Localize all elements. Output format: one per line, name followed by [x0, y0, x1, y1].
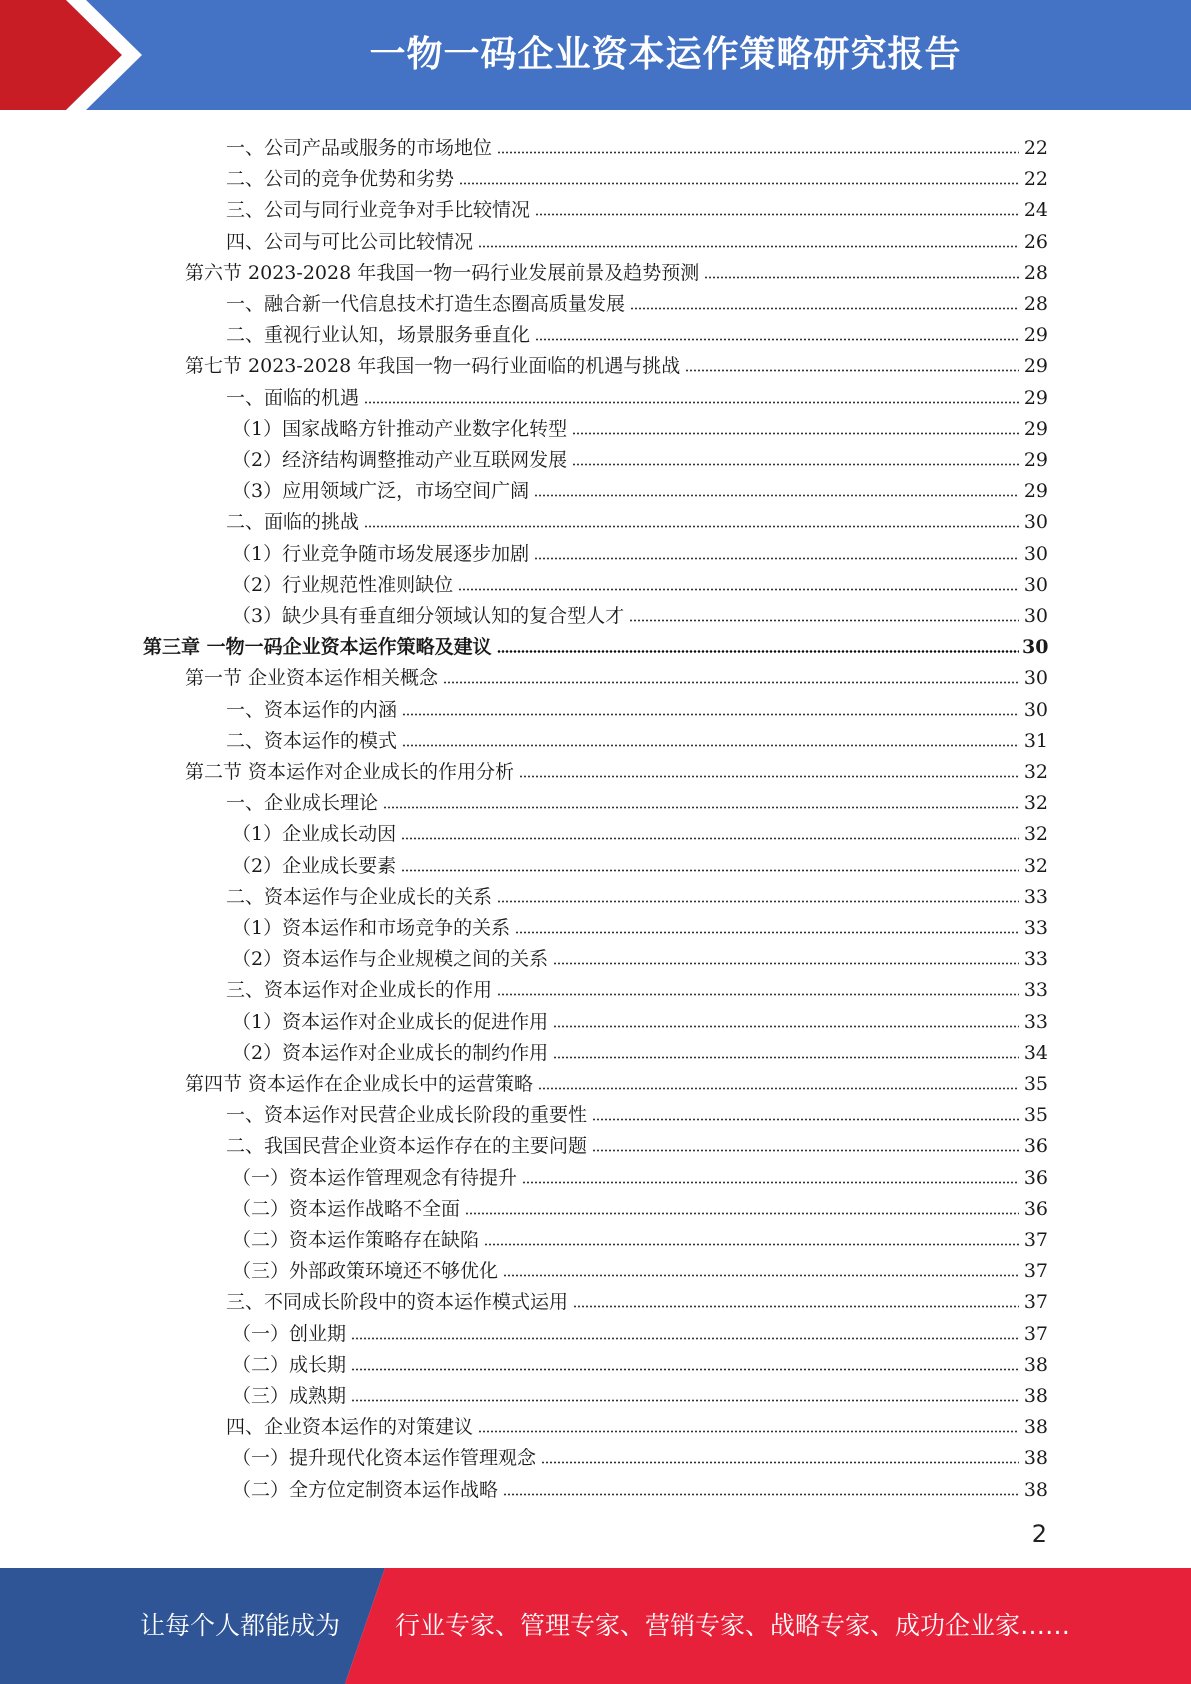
page-number: 2 — [1031, 1520, 1047, 1548]
toc-entry-page: 28 — [1023, 293, 1048, 315]
toc-entry[interactable] — [232, 565, 1048, 596]
toc-entry-label: 二、面临的挑战 — [226, 511, 360, 534]
toc-entry-page: 33 — [1023, 948, 1048, 971]
toc-entry-page: 32 — [1023, 761, 1048, 783]
toc-dot-leader — [704, 276, 1019, 279]
toc-entry[interactable] — [232, 471, 1048, 502]
toc-entry[interactable] — [226, 315, 1048, 346]
toc-entry-label: 四、企业资本运作的对策建议 — [226, 1416, 474, 1439]
toc-entry-label: 第三章 一物一码企业资本运作策略及建议 — [143, 636, 492, 659]
toc-entry-page: 33 — [1023, 885, 1048, 908]
toc-dot-leader — [538, 1087, 1019, 1090]
toc-entry-page: 37 — [1023, 1260, 1048, 1283]
toc-entry-page: 37 — [1023, 1229, 1048, 1251]
toc-dot-leader — [629, 619, 1019, 622]
toc-entry-label: （3）应用领域广泛，市场空间广阔 — [232, 480, 530, 503]
toc-dot-leader — [573, 1305, 1019, 1308]
toc-entry[interactable] — [232, 534, 1048, 565]
toc-entry-page: 38 — [1023, 1353, 1048, 1376]
toc-dot-leader — [458, 588, 1019, 591]
toc-entry[interactable] — [226, 1126, 1048, 1157]
toc-dot-leader — [401, 837, 1019, 840]
toc-entry-page: 36 — [1023, 1135, 1048, 1158]
toc-entry-page: 29 — [1023, 355, 1048, 378]
toc-dot-leader — [351, 1399, 1019, 1402]
toc-entry[interactable] — [226, 970, 1048, 1001]
toc-entry[interactable] — [226, 159, 1048, 190]
toc-entry-label: （二）成长期 — [232, 1353, 347, 1376]
toc-dot-leader — [515, 931, 1019, 934]
toc-entry-label: 一、资本运作的内涵 — [226, 698, 398, 721]
toc-entry-page: 22 — [1023, 137, 1048, 159]
toc-dot-leader — [572, 463, 1019, 466]
toc-entry[interactable] — [232, 1438, 1048, 1469]
toc-entry[interactable] — [232, 908, 1048, 939]
toc-entry[interactable] — [232, 1220, 1048, 1251]
toc-entry-page: 33 — [1023, 1010, 1048, 1033]
toc-dot-leader — [553, 1056, 1019, 1059]
toc-entry[interactable] — [226, 783, 1048, 814]
toc-entry-page: 31 — [1023, 729, 1048, 752]
toc-entry-label: 三、公司与同行业竞争对手比较情况 — [226, 199, 531, 222]
toc-entry-page: 30 — [1022, 636, 1049, 659]
toc-entry[interactable] — [226, 690, 1048, 721]
toc-dot-leader — [484, 1243, 1019, 1246]
toc-entry[interactable] — [226, 378, 1048, 409]
toc-dot-leader — [553, 1025, 1019, 1028]
toc-entry-page: 37 — [1023, 1322, 1048, 1345]
toc-entry-page: 35 — [1023, 1104, 1048, 1127]
toc-entry-label: 第一节 企业资本运作相关概念 — [185, 667, 439, 690]
toc-entry[interactable] — [226, 222, 1048, 253]
toc-entry-page: 38 — [1023, 1385, 1048, 1407]
toc-entry[interactable] — [226, 721, 1048, 752]
toc-entry[interactable] — [232, 846, 1048, 877]
toc-dot-leader — [503, 1274, 1019, 1277]
footer-slogan-left: 让每个人都能成为 — [140, 1611, 341, 1640]
footer-slogan-right: 行业专家、管理专家、营销专家、战略专家、成功企业家…… — [395, 1611, 1071, 1640]
toc-entry-page: 29 — [1023, 480, 1048, 503]
toc-entry-label: （2）企业成长要素 — [232, 854, 397, 877]
toc-entry-label: 四、公司与可比公司比较情况 — [226, 230, 474, 253]
toc-entry[interactable] — [226, 284, 1048, 315]
toc-entry[interactable] — [226, 1095, 1048, 1126]
red-chevron-icon — [0, 0, 160, 110]
toc-dot-leader — [522, 1181, 1019, 1184]
toc-dot-leader — [351, 1337, 1019, 1340]
toc-dot-leader — [535, 213, 1019, 216]
toc-entry-page: 26 — [1023, 230, 1048, 253]
toc-entry-page: 30 — [1023, 698, 1048, 721]
toc-entry[interactable] — [232, 1033, 1048, 1064]
toc-entry-label: （三）外部政策环境还不够优化 — [232, 1260, 499, 1283]
page-header — [0, 0, 1191, 110]
toc-entry[interactable] — [232, 440, 1048, 471]
toc-entry-page: 29 — [1023, 386, 1048, 409]
toc-dot-leader — [497, 993, 1019, 996]
toc-entry-label: （2）资本运作对企业成长的制约作用 — [232, 1041, 549, 1064]
toc-dot-leader — [534, 557, 1019, 560]
toc-entry-label: （2）行业规范性准则缺位 — [232, 573, 454, 596]
toc-entry-page: 30 — [1023, 573, 1048, 596]
toc-entry-page: 29 — [1023, 449, 1048, 471]
toc-entry-page: 32 — [1023, 823, 1048, 846]
toc-entry[interactable] — [232, 1158, 1048, 1189]
toc-entry[interactable] — [185, 658, 1048, 689]
toc-entry-page: 30 — [1023, 667, 1048, 690]
report-title: 一物一码企业资本运作策略研究报告 — [369, 34, 962, 75]
toc-entry-label: （一）创业期 — [232, 1322, 347, 1345]
toc-entry-label: （一）提升现代化资本运作管理观念 — [232, 1447, 537, 1470]
toc-entry-label: 一、融合新一代信息技术打造生态圈高质量发展 — [226, 293, 626, 315]
toc-entry-page: 38 — [1023, 1447, 1048, 1470]
toc-dot-leader — [497, 151, 1019, 154]
toc-entry-label: （一）资本运作管理观念有待提升 — [232, 1166, 518, 1189]
toc-entry-label: （1）资本运作和市场竞争的关系 — [232, 917, 511, 939]
toc-entry-label: 一、资本运作对民营企业成长阶段的重要性 — [226, 1104, 588, 1127]
toc-dot-leader — [402, 713, 1019, 716]
toc-entry[interactable] — [232, 1345, 1048, 1376]
toc-entry[interactable] — [185, 253, 1048, 284]
toc-dot-leader — [364, 525, 1019, 528]
toc-entry[interactable] — [232, 814, 1048, 845]
toc-entry-label: 二、我国民营企业资本运作存在的主要问题 — [226, 1135, 588, 1158]
toc-entry-label: 一、面临的机遇 — [226, 386, 360, 409]
toc-dot-leader — [592, 1149, 1019, 1152]
toc-dot-leader — [553, 962, 1019, 965]
toc-dot-leader — [465, 1212, 1019, 1215]
toc-entry-page: 30 — [1023, 511, 1048, 534]
toc-entry-label: 三、资本运作对企业成长的作用 — [226, 979, 493, 1002]
toc-entry-page: 33 — [1023, 979, 1048, 1002]
toc-entry-page: 22 — [1023, 168, 1048, 191]
toc-dot-leader — [685, 369, 1019, 372]
toc-dot-leader — [401, 869, 1019, 872]
toc-dot-leader — [572, 432, 1019, 435]
toc-dot-leader — [402, 744, 1019, 747]
toc-entry[interactable] — [185, 752, 1048, 783]
toc-dot-leader — [383, 806, 1019, 809]
toc-dot-leader — [478, 1430, 1019, 1433]
toc-dot-leader — [519, 775, 1019, 778]
toc-entry-page: 28 — [1023, 261, 1048, 284]
toc-dot-leader — [497, 900, 1019, 903]
toc-entry-page: 33 — [1023, 917, 1048, 939]
toc-entry-label: （2）资本运作与企业规模之间的关系 — [232, 948, 549, 971]
toc-entry[interactable] — [232, 939, 1048, 970]
toc-entry[interactable] — [226, 502, 1048, 533]
toc-entry-page: 29 — [1023, 324, 1048, 347]
toc-entry-label: （二）全方位定制资本运作战略 — [232, 1478, 499, 1501]
toc-entry[interactable] — [232, 1002, 1048, 1033]
toc-entry-label: 三、不同成长阶段中的资本运作模式运用 — [226, 1291, 569, 1314]
toc-entry-label: （二）资本运作策略存在缺陷 — [232, 1229, 480, 1251]
toc-dot-leader — [592, 1118, 1019, 1121]
toc-entry[interactable] — [185, 346, 1048, 377]
toc-entry-page: 30 — [1023, 542, 1048, 565]
toc-entry-label: 一、公司产品或服务的市场地位 — [226, 137, 493, 159]
toc-entry-label: 二、资本运作的模式 — [226, 729, 398, 752]
toc-entry-label: 二、资本运作与企业成长的关系 — [226, 885, 493, 908]
toc-dot-leader — [351, 1368, 1019, 1371]
toc-entry-label: 二、重视行业认知，场景服务垂直化 — [226, 324, 531, 347]
toc-entry[interactable] — [232, 1189, 1048, 1220]
toc-entry[interactable] — [226, 128, 1048, 159]
toc-dot-leader — [630, 307, 1019, 310]
toc-entry-label: （1）资本运作对企业成长的促进作用 — [232, 1010, 549, 1033]
toc-dot-leader — [478, 245, 1019, 248]
toc-entry-page: 32 — [1023, 792, 1048, 815]
toc-entry-page: 37 — [1023, 1291, 1048, 1314]
toc-entry[interactable] — [232, 596, 1048, 627]
toc-entry-label: （2）经济结构调整推动产业互联网发展 — [232, 449, 568, 471]
toc-entry-page: 29 — [1023, 417, 1048, 440]
toc-entry[interactable] — [226, 1407, 1048, 1438]
toc-entry[interactable] — [232, 1251, 1048, 1282]
toc-dot-leader — [443, 681, 1019, 684]
toc-entry[interactable] — [232, 409, 1048, 440]
toc-entry[interactable] — [232, 1470, 1048, 1501]
toc-entry-label: （1）国家战略方针推动产业数字化转型 — [232, 417, 568, 440]
toc-entry-label: 二、公司的竞争优势和劣势 — [226, 168, 455, 191]
page-footer — [0, 1568, 1191, 1684]
toc-entry-label: 第二节 资本运作对企业成长的作用分析 — [185, 761, 515, 783]
toc-entry-page: 38 — [1023, 1478, 1048, 1501]
toc-entry-label: 一、企业成长理论 — [226, 792, 379, 815]
toc-dot-leader — [534, 494, 1019, 497]
toc-entry[interactable] — [226, 1282, 1048, 1313]
toc-entry[interactable] — [143, 627, 1048, 658]
toc-dot-leader — [497, 650, 1019, 653]
toc-entry-label: （三）成熟期 — [232, 1385, 347, 1407]
toc-entry[interactable] — [232, 1376, 1048, 1407]
toc-entry-label: （1）企业成长动因 — [232, 823, 397, 846]
toc-dot-leader — [503, 1493, 1019, 1496]
toc-entry[interactable] — [226, 190, 1048, 221]
toc-entry-label: （1）行业竞争随市场发展逐步加剧 — [232, 542, 530, 565]
toc-entry-page: 38 — [1023, 1416, 1048, 1439]
toc-entry[interactable] — [185, 1064, 1048, 1095]
toc-entry-page: 34 — [1023, 1041, 1048, 1064]
toc-entry-page: 32 — [1023, 854, 1048, 877]
toc-entry-page: 36 — [1023, 1166, 1048, 1189]
toc-entry-page: 30 — [1023, 605, 1048, 627]
toc-entry-page: 36 — [1023, 1197, 1048, 1220]
toc-dot-leader — [535, 338, 1019, 341]
toc-dot-leader — [364, 401, 1019, 404]
toc-entry-label: （二）资本运作战略不全面 — [232, 1197, 461, 1220]
toc-dot-leader — [541, 1461, 1019, 1464]
toc-entry-label: （3）缺少具有垂直细分领域认知的复合型人才 — [232, 605, 625, 627]
toc-entry-label: 第六节 2023-2028 年我国一物一码行业发展前景及趋势预测 — [185, 261, 700, 284]
toc-entry[interactable] — [232, 1314, 1048, 1345]
toc-entry-page: 24 — [1023, 199, 1048, 222]
toc-entry-page: 35 — [1023, 1073, 1048, 1095]
toc-entry[interactable] — [226, 877, 1048, 908]
toc-dot-leader — [459, 182, 1019, 185]
toc-entry-label: 第四节 资本运作在企业成长中的运营策略 — [185, 1073, 534, 1095]
toc-entry-label: 第七节 2023-2028 年我国一物一码行业面临的机遇与挑战 — [185, 355, 681, 378]
